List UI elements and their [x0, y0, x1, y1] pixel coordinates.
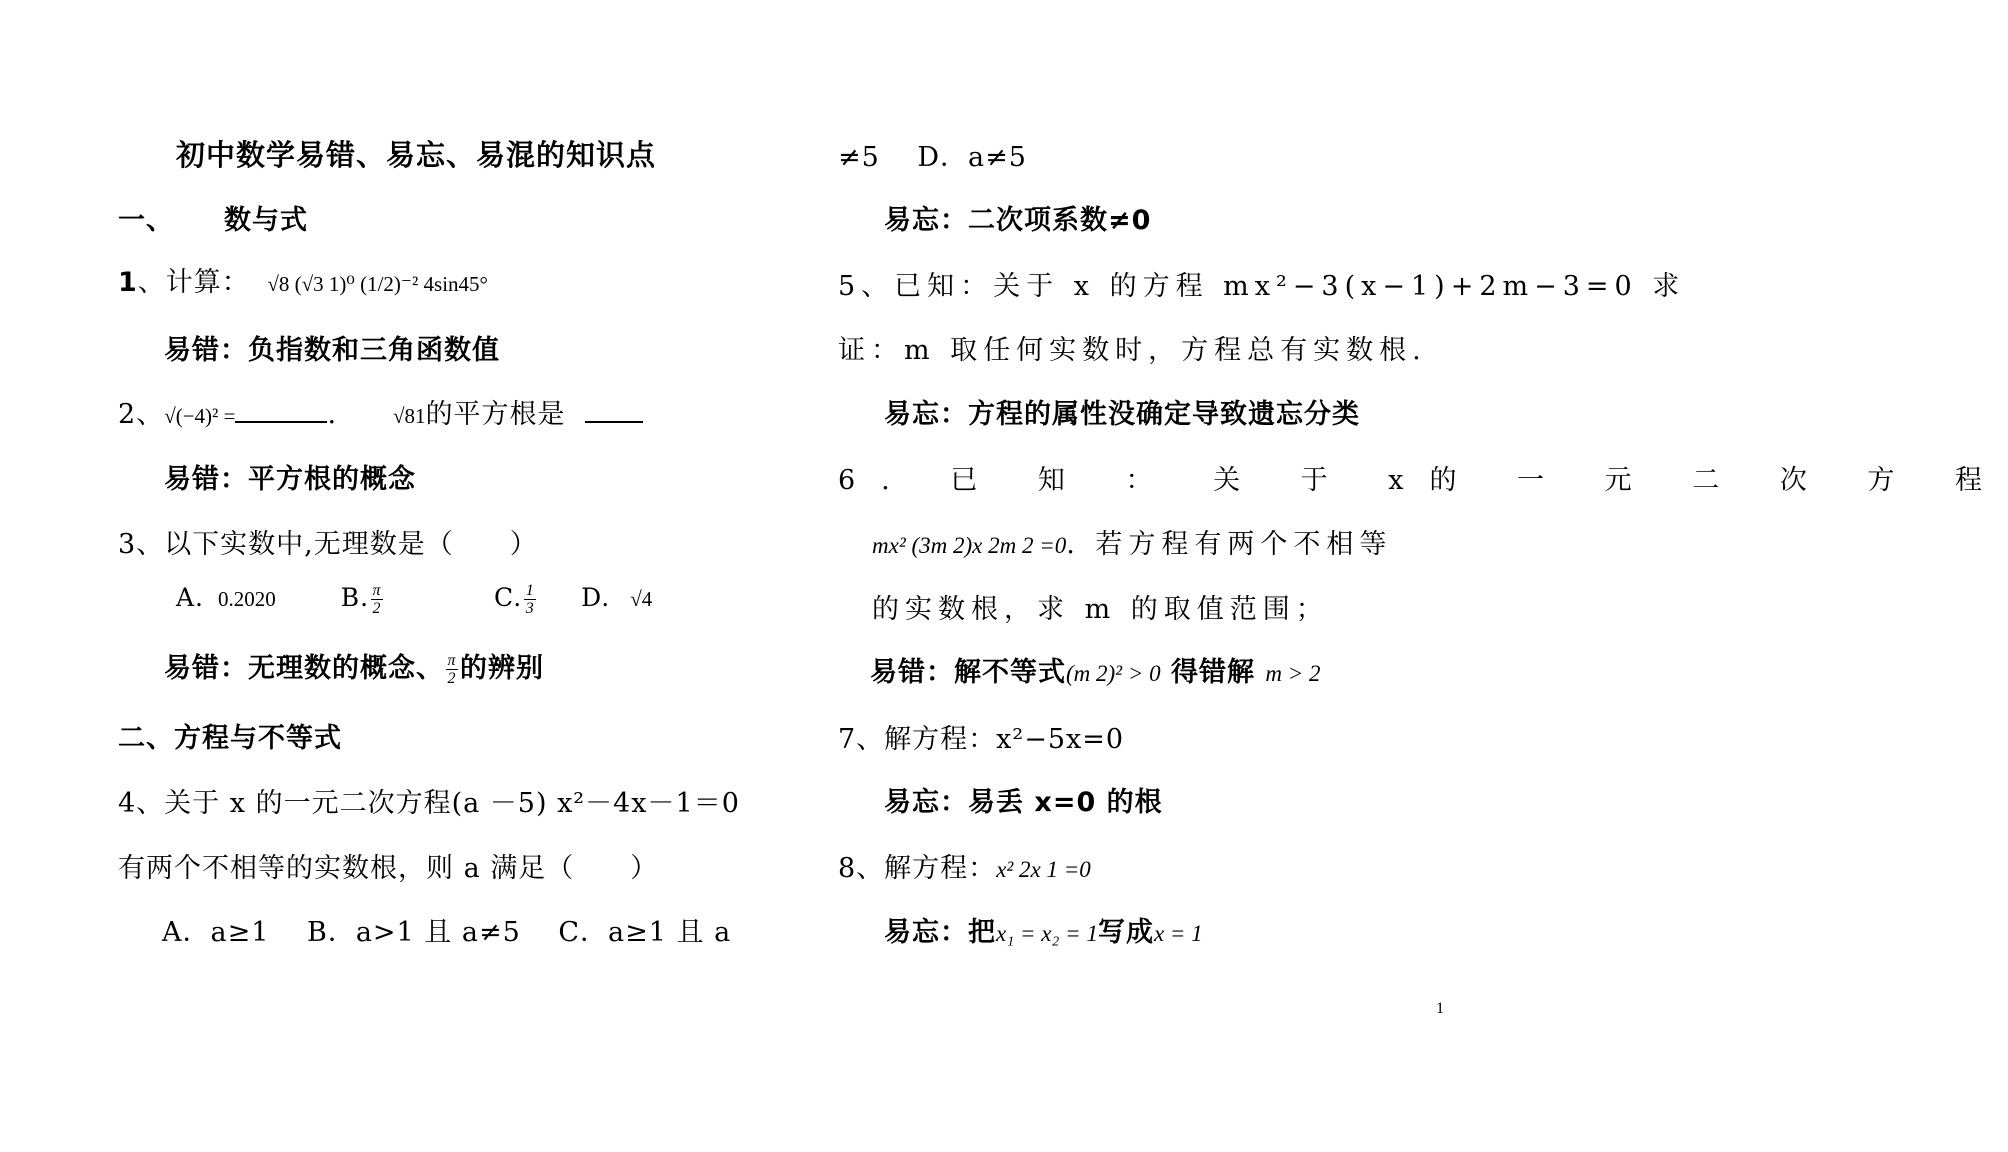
question-1: 1、计算： √8 (√3 1)⁰ (1/2)⁻² 4sin45°	[118, 267, 488, 298]
section-heading-numbers: 一、 数与式	[118, 205, 308, 236]
q2-formula: √(−4)² =	[164, 404, 236, 428]
question-5-line-2: 证：m 取任何实数时，方程总有实数根.	[838, 335, 1427, 366]
answer-blank-2	[585, 419, 643, 423]
fraction-pi-over-2: $\frac{\pi}{2}$	[372, 582, 382, 617]
question-4-options: A．a≥1 B．a>1 且 a≠5 C．a≥1 且 a	[162, 917, 732, 948]
question-4-line-2: 有两个不相等的实数根，则 a 满足（ ）	[118, 853, 659, 884]
q6-equation: mx² (3m 2)x 2m 2 =0	[872, 533, 1067, 558]
fraction-one-third: $\frac{1}{3}$	[525, 582, 535, 617]
q8-equation: x² 2x 1 =0	[996, 857, 1091, 882]
question-7: 7、解方程：x²−5x=0	[838, 724, 1125, 755]
question-3-options: A. 0.2020 B. $\frac{\pi}{2}$ C. $\frac{1}{3}$ D. √4	[176, 582, 653, 617]
forget-note-5: 易忘：方程的属性没确定导致遗忘分类	[884, 399, 1360, 430]
q1-formula: √8 (√3 1)⁰ (1/2)⁻² 4sin45°	[267, 272, 488, 296]
page-title: 初中数学易错、易忘、易混的知识点	[176, 138, 657, 172]
fraction-pi-over-2-note: $\frac{\pi}{2}$	[447, 652, 457, 687]
answer-blank-1	[235, 419, 327, 423]
question-6-line-1: 6. 已 知 ： 关 于 x的 一 元 二 次 方 程	[838, 465, 2008, 496]
forget-note-4: 易忘：二次项系数≠0	[884, 205, 1152, 236]
forget-note-7: 易忘：易丢 x=0 的根	[884, 787, 1163, 818]
section-heading-equations: 二、方程与不等式	[118, 723, 342, 754]
question-6-line-2: mx² (3m 2)x 2m 2 =0. 若方程有两个不相等	[872, 529, 1393, 560]
error-note-2: 易错：平方根的概念	[164, 464, 416, 495]
question-6-line-3: 的实数根，求 m 的取值范围；	[872, 594, 1329, 625]
question-4-options-continued: ≠5 D．a≠5	[838, 142, 1027, 173]
error-note-3: 易错：无理数的概念、 $\frac{\pi}{2}$ 的辨别	[164, 652, 544, 687]
q2-formula-2: √81	[393, 404, 426, 428]
question-3: 3、以下实数中,无理数是（ ）	[118, 529, 538, 560]
question-5-line-1: 5、已知：关于 x 的方程 mx²−3(x−1)+2m−3=0 求	[838, 271, 1686, 302]
error-note-6: 易错：解不等式(m 2)² > 0 得错解 m > 2	[870, 657, 1321, 688]
error-note-1: 易错：负指数和三角函数值	[164, 335, 500, 366]
question-8: 8、解方程：x² 2x 1 =0	[838, 853, 1091, 884]
question-4-line-1: 4、关于 x 的一元二次方程(a －5) x²－4x－1＝0	[118, 788, 740, 819]
forget-note-8: 易忘：把x₁ = x₂ = 1写成x = 1	[884, 917, 1203, 948]
page-number: 1	[1436, 1000, 1444, 1017]
question-2: 2、√(−4)² = . √81的平方根是	[118, 392, 643, 431]
